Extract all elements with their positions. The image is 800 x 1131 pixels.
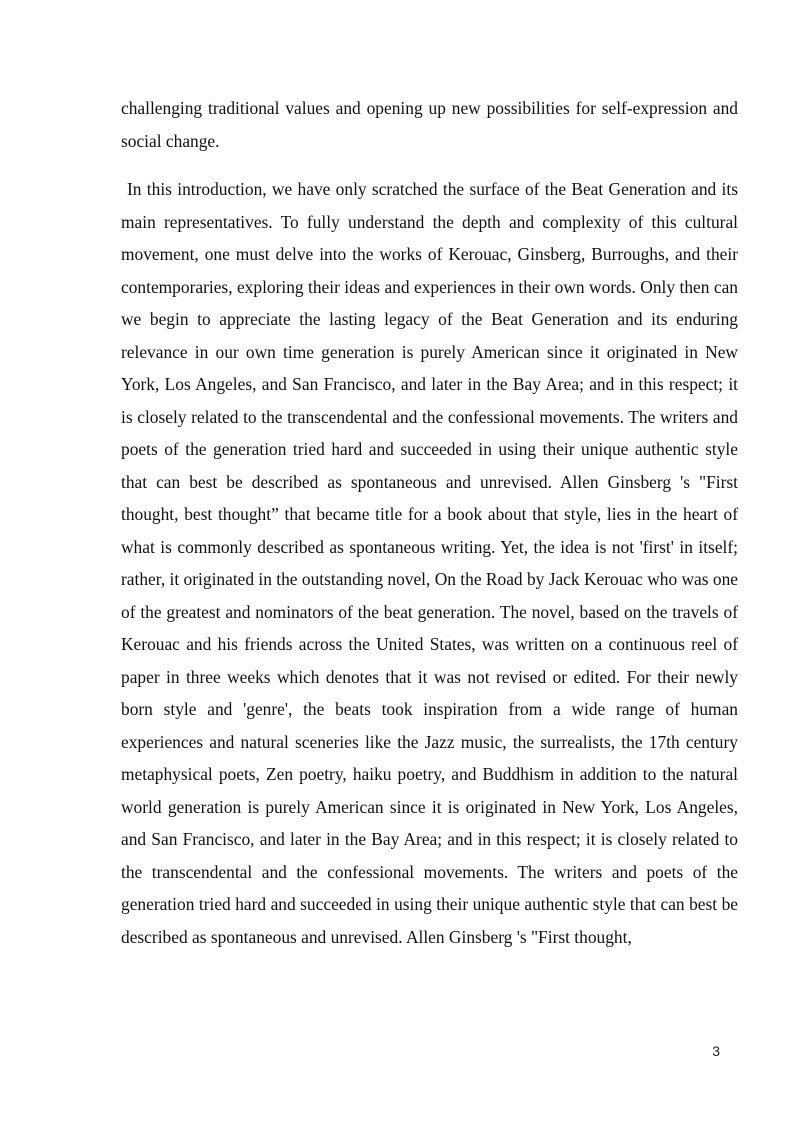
paragraph-continuation: challenging traditional values and opening up new possibilities for self-expression and social change. bbox=[121, 98, 738, 151]
page-number: 3 bbox=[712, 1043, 720, 1059]
paragraph-introduction: In this introduction, we have only scratched the surface of the Beat Generation and its main representatives. To fully understand the depth and complexity of this cultural movement, one must delve into the works of Kerouac, Ginsberg, Burroughs, and their contemporaries, exploring their ideas and experiences in their own words. Only then can we begin to appreciate the lasting legacy of the Beat Generation and its enduring relevance in our own time generation is purely American since it originated in New York, Los Angeles, and San Francisco, and later in the Bay Area; and in this respect; it is closely related to the transcendental and the confessional movements. The writers and poets of the generation tried hard and succeeded in using their unique authentic style that can best be described as spontaneous and unrevised. Allen Ginsberg 's "First thought, best thought” that became title for a book about that style, lies in the heart of what is commonly described as spontaneous writing. Yet, the idea is not 'first' in itself; rather, it originated in the outstanding novel, On the Road by Jack Kerouac who was one of the greatest and nominators of the beat generation. The novel, based on the travels of Kerouac and his friends across the United States, was written on a continuous reel of paper in three weeks which denotes that it was not revised or edited. For their newly born style and 'genre', the beats took inspiration from a wide range of human experiences and natural sceneries like the Jazz music, the surrealists, the 17th century metaphysical poets, Zen poetry, haiku poetry, and Buddhism in addition to the natural world generation is purely American since it is originated in New York, Los Angeles, and San Francisco, and later in the Bay Area; and in this respect; it is closely related to the transcendental and the confessional movements. The writers and poets of the generation tried hard and succeeded in using their unique authentic style that can best be described as spontaneous and unrevised. Allen Ginsberg 's "First thought, bbox=[121, 179, 738, 947]
